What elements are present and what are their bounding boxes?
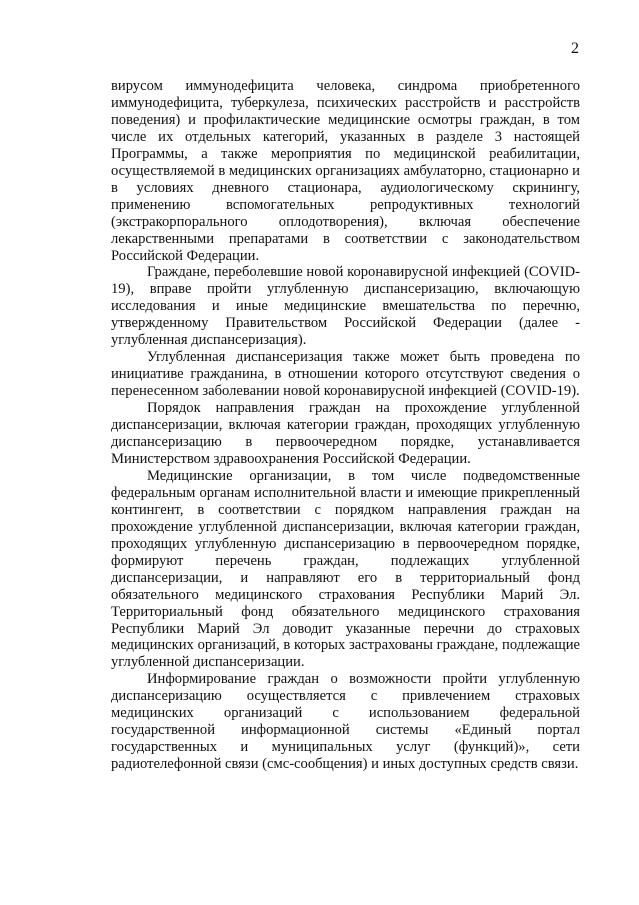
- paragraph-informing-citizens: Информирование граждан о возможности пройти углубленную диспансеризацию осуществляется с привлечением страховых медицинских организаций с использованием федеральной государственной информационной системы «Единый портал государственных и муниципальных услуг (функций)», сети радиотелефонной связи (смс-сообщения) и иных доступных средств связи.: [111, 671, 580, 773]
- paragraph-citizen-initiative: Углубленная диспансеризация также может быть проведена по инициативе гражданина, в отношении которого отсутствуют сведения о перенесенном заболевании новой коронавирусной инфекцией (COVID-19).: [111, 349, 580, 400]
- paragraph-covid-right: Граждане, переболевшие новой коронавирусной инфекцией (COVID-19), вправе пройти углубленную диспансеризацию, включающую исследования и иные медицинские вмешательства по перечню, утвержденному Правительством Российской Федерации (далее - углубленная диспансеризация).: [111, 264, 580, 349]
- paragraph-continuation: вирусом иммунодефицита человека, синдрома приобретенного иммунодефицита, туберкулеза, психических расстройств и расстройств поведения) и профилактические медицинские осмотры граждан, в том числе их отдельных категорий, указанных в разделе 3 настоящей Программы, а также мероприятия по медицинской реабилитации, осуществляемой в медицинских организациях амбулаторно, стационарно и в условиях дневного стационара, аудиологическому скринингу, применению вспомогательных репродуктивных технологий (экстракорпорального оплодотворения), включая обеспечение лекарственными препаратами в соответствии с законодательством Российской Федерации.: [111, 78, 580, 264]
- paragraph-referral-procedure: Порядок направления граждан на прохождение углубленной диспансеризации, включая категории граждан, проходящих углубленную диспансеризацию в первоочередном порядке, устанавливается Министерством здравоохранения Российской Федерации.: [111, 400, 580, 467]
- paragraph-medical-organizations: Медицинские организации, в том числе подведомственные федеральным органам исполнительной власти и имеющие прикрепленный контингент, в соответствии с порядком направления граждан на прохождение углубленной диспансеризации, включая категории граждан, проходящих углубленную диспансеризацию в первоочередном порядке, формируют перечень граждан, подлежащих углубленной диспансеризации, и направляют его в территориальный фонд обязательного медицинского страхования Республики Марий Эл. Территориальный фонд обязательного медицинского страхования Республики Марий Эл доводит указанные перечни до страховых медицинских организаций, в которых застрахованы граждане, подлежащие углубленной диспансеризации.: [111, 467, 580, 671]
- document-body: [111, 78, 580, 773]
- page-number: 2: [571, 40, 579, 57]
